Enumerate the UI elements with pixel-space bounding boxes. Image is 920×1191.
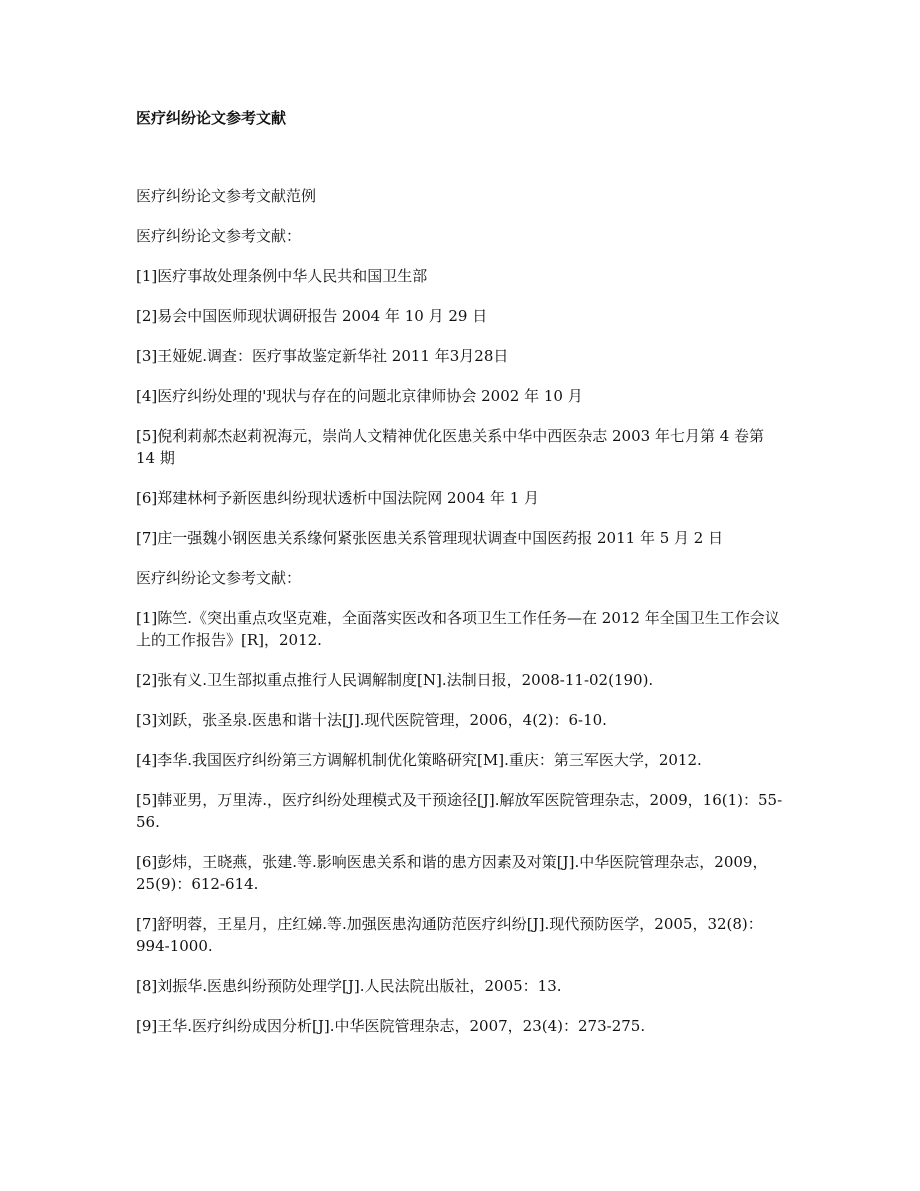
subtitle: 医疗纠纷论文参考文献范例 [136,187,317,205]
reference-item: [1]医疗事故处理条例中华人民共和国卫生部 [136,267,428,285]
document-page [136,107,786,1055]
reference-item: [3]王娅妮.调查：医疗事故鉴定新华社 2011 年3月28日 [136,347,509,365]
reference-item: [3]刘跃，张圣泉.医患和谐十法[J].现代医院管理，2006，4(2)：6-10. [136,711,607,729]
reference-item: [2]张有义.卫生部拟重点推行人民调解制度[N].法制日报，2008-11-02(190). [136,671,654,689]
reference-item: [9]王华.医疗纠纷成因分析[J].中华医院管理杂志，2007，23(4)：273-275. [136,1017,646,1035]
reference-item: [5]倪利莉郝杰赵莉祝海元，崇尚人文精神优化医患关系中华中西医杂志 2003 年七月第 4 卷第 14 期 [136,427,765,467]
reference-item: [4]医疗纠纷处理的'现状与存在的问题北京律师协会 2002 年 10 月 [136,387,583,405]
reference-item: [2]易会中国医师现状调研报告 2004 年 10 月 29 日 [136,307,488,325]
reference-item: [8]刘振华.医患纠纷预防处理学[J].人民法院出版社，2005：13. [136,977,562,995]
section1-heading: 医疗纠纷论文参考文献： [136,227,302,245]
section2-heading: 医疗纠纷论文参考文献： [136,569,302,587]
reference-item: [7]舒明蓉，王星月，庄红娣.等.加强医患沟通防范医疗纠纷[J].现代预防医学，2005，32(8)：994-1000. [136,915,763,955]
section1-references [136,265,786,549]
reference-item: [6]郑建林柯予新医患纠纷现状透析中国法院网 2004 年 1 月 [136,489,540,507]
reference-item: [6]彭炜，王晓燕，张建.等.影响医患关系和谐的患方因素及对策[J].中华医院管理杂志，2009，25(9)：612-614. [136,853,768,893]
reference-item: [7]庄一强魏小钢医患关系缘何紧张医患关系管理现状调查中国医药报 2011 年 5 月 2 日 [136,529,724,547]
reference-item: [1]陈竺.《突出重点攻坚克难，全面落实医改和各项卫生工作任务—在 2012 年全国卫生工作会议上的工作报告》[R]，2012. [136,609,780,649]
reference-item: [4]李华.我国医疗纠纷第三方调解机制优化策略研究[M].重庆：第三军医大学，2012. [136,751,702,769]
reference-item: [5]韩亚男，万里涛.，医疗纠纷处理模式及干预途径[J].解放军医院管理杂志，2009，16(1)：55-56. [136,791,783,831]
section2-references [136,607,786,1037]
document-title: 医疗纠纷论文参考文献 [136,109,287,127]
